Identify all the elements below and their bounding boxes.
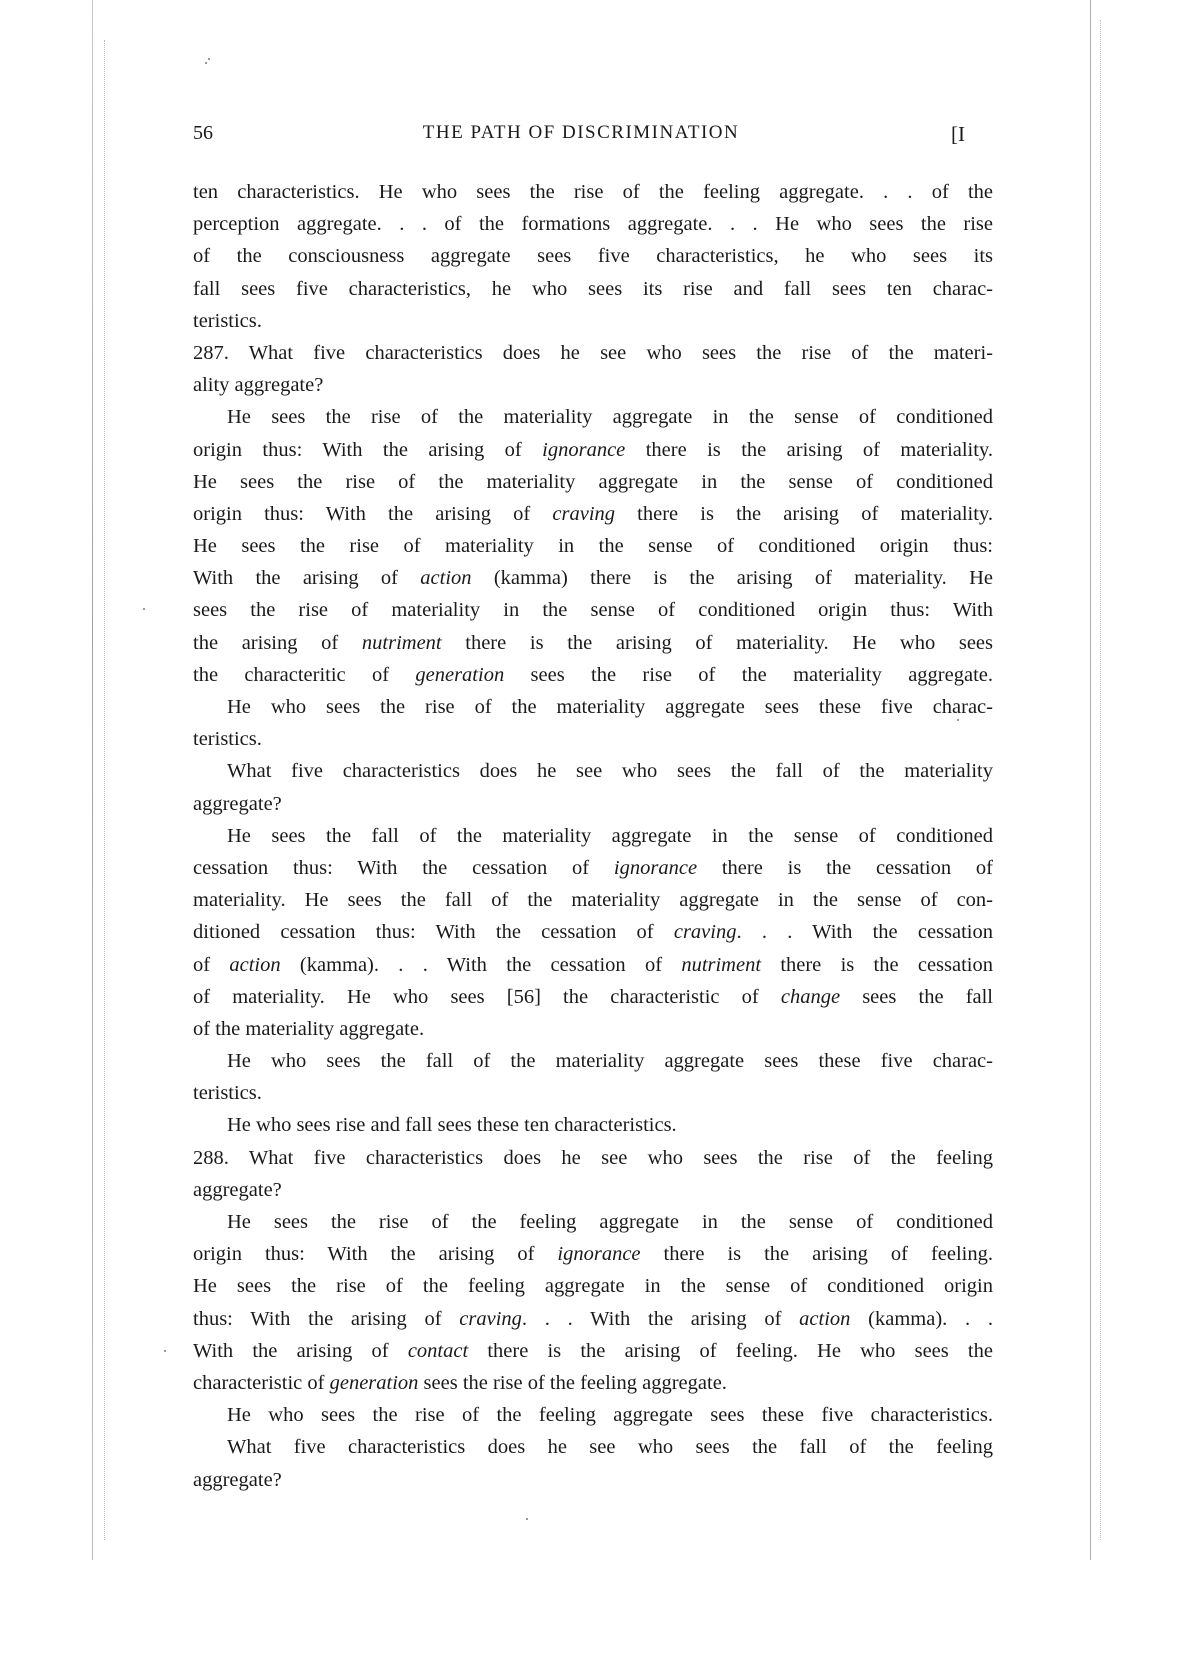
text-line: With the arising of action (kamma) there is the arising of materiality. He	[193, 567, 993, 590]
text-line: cessation thus: With the cessation of ignorance there is the cessation of	[193, 856, 993, 879]
scan-speck	[205, 62, 207, 64]
scan-speck	[143, 608, 145, 610]
text-line: sees the rise of materiality in the sense of conditioned origin thus: With	[193, 599, 993, 622]
text-line: origin thus: With the arising of craving there is the arising of materiality.	[193, 502, 993, 525]
text-line: He sees the rise of the feeling aggregate in the sense of conditioned	[227, 1211, 993, 1233]
text-line: What five characteristics does he see who sees the fall of the feeling	[227, 1436, 993, 1459]
body-text	[193, 176, 993, 1496]
scan-speck	[164, 1350, 166, 1352]
text-line: He sees the rise of the feeling aggregate in the sense of conditioned origin	[193, 1275, 993, 1298]
text-line: teristics.	[193, 1082, 262, 1105]
text-line: He sees the rise of materiality in the sense of conditioned origin thus:	[193, 535, 993, 558]
scan-page-edge-left-inner	[104, 40, 106, 1540]
text-line: ten characteristics. He who sees the rise of the feeling aggregate. . . of the	[193, 181, 993, 203]
text-line: the arising of nutriment there is the arising of materiality. He who sees	[193, 631, 994, 654]
text-line: He who sees the fall of the materiality aggregate sees these five charac-	[227, 1050, 993, 1073]
text-line: the characteritic of generation sees the rise of the materiality aggregate.	[193, 663, 993, 686]
running-header	[193, 122, 983, 152]
text-line: ality aggregate?	[193, 374, 324, 397]
text-line: characteristic of generation sees the rise of the feeling aggregate.	[193, 1371, 727, 1394]
text-line: origin thus: With the arising of ignorance there is the arising of feeling.	[193, 1243, 993, 1266]
scan-speck	[526, 1518, 528, 1520]
scan-page-edge-right	[1090, 0, 1091, 1560]
scan-page-edge-right-inner	[1100, 20, 1102, 1540]
text-line: origin thus: With the arising of ignorance there is the arising of materiality.	[193, 438, 993, 461]
text-line: teristics.	[193, 309, 262, 332]
text-line: ditioned cessation thus: With the cessation of craving. . . With the cessation	[193, 921, 993, 944]
text-line: of the materiality aggregate.	[193, 1017, 425, 1040]
text-line: materiality. He sees the fall of the materiality aggregate in the sense of con-	[193, 889, 993, 912]
text-line: perception aggregate. . . of the formations aggregate. . . He who sees the rise	[193, 213, 993, 236]
text-line: aggregate?	[193, 792, 282, 815]
text-line: He sees the rise of the materiality aggregate in the sense of conditioned	[193, 470, 993, 493]
text-line: of the consciousness aggregate sees five characteristics, he who sees its	[193, 245, 993, 268]
scan-speck	[208, 58, 210, 60]
text-line: What five characteristics does he see who sees the fall of the materiality	[227, 760, 993, 783]
text-line: fall sees five characteristics, he who sees its rise and fall sees ten charac-	[193, 277, 993, 300]
text-line: He who sees the rise of the feeling aggregate sees these five characteristics.	[227, 1404, 993, 1427]
text-line: thus: With the arising of craving. . . With the arising of action (kamma). . .	[193, 1307, 994, 1330]
scan-page-edge-left	[92, 0, 93, 1560]
text-line: aggregate?	[193, 1468, 282, 1491]
section-marker: [I	[951, 122, 965, 146]
text-line: aggregate?	[193, 1178, 282, 1201]
text-line: 288. What five characteristics does he see who sees the rise of the feeling	[193, 1146, 993, 1169]
text-line: of action (kamma). . . With the cessation of nutriment there is the cessation	[193, 953, 993, 976]
text-line: He who sees rise and fall sees these ten characteristics.	[227, 1114, 677, 1137]
text-line: teristics.	[193, 728, 262, 751]
text-line: He who sees the rise of the materiality aggregate sees these five charac-	[227, 696, 993, 718]
text-line: With the arising of contact there is the arising of feeling. He who sees the	[193, 1339, 993, 1362]
running-title: THE PATH OF DISCRIMINATION	[422, 122, 740, 143]
text-line: He sees the fall of the materiality aggregate in the sense of conditioned	[227, 824, 993, 847]
page-number: 56	[193, 122, 213, 144]
text-line: of materiality. He who sees [56] the characteristic of change sees the fall	[193, 985, 994, 1008]
scan-speck	[957, 719, 959, 721]
text-line: 287. What five characteristics does he see who sees the rise of the materi-	[193, 341, 993, 364]
text-line: He sees the rise of the materiality aggregate in the sense of conditioned	[227, 406, 993, 429]
